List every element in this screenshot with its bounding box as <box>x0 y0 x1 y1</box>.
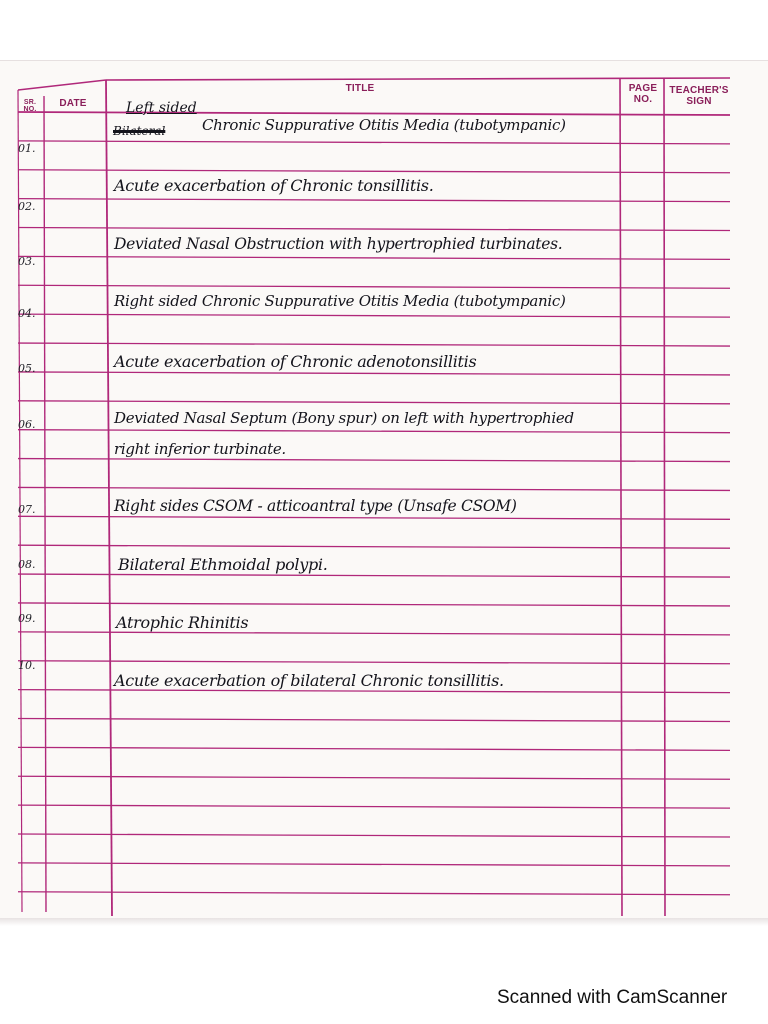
ruled-line <box>18 834 730 837</box>
ruled-line <box>18 314 730 317</box>
ruled-line <box>18 632 730 635</box>
entry-number: 10. <box>18 659 36 672</box>
ruled-line <box>18 141 730 144</box>
date-column-rule <box>44 96 46 912</box>
ruled-line <box>18 718 730 721</box>
entry-title: Deviated Nasal Obstruction with hypertrophied turbinates. <box>114 235 563 253</box>
ruled-line <box>18 487 730 490</box>
entry-title: Bilateral Ethmoidal polypi. <box>118 555 328 574</box>
ruled-line <box>18 285 730 288</box>
ruled-line <box>18 603 730 606</box>
ruled-line <box>18 863 730 866</box>
ruled-line <box>18 170 730 173</box>
scanner-watermark: Scanned with CamScanner <box>497 987 728 1008</box>
ruled-line <box>18 343 730 346</box>
entry-number: 04. <box>18 307 36 320</box>
entry-title-continued: right inferior turbinate. <box>114 440 286 458</box>
ruled-line <box>18 199 730 202</box>
entry-number: 05. <box>18 362 36 375</box>
ruled-line <box>18 228 730 231</box>
page-edge-shadow <box>0 918 768 926</box>
ruled-line <box>18 776 730 779</box>
header-top-rule <box>18 80 106 90</box>
entry-number: 02. <box>18 200 36 213</box>
teachers-sign-header: TEACHER'S SIGN <box>669 85 729 107</box>
ruled-line <box>18 401 730 404</box>
ruled-line <box>18 574 730 577</box>
entry-number: 08. <box>18 558 36 571</box>
struck-out-word: Bilateral <box>113 124 166 138</box>
ruled-line <box>18 892 730 895</box>
entry-title: Atrophic Rhinitis <box>116 613 249 632</box>
left-margin-rule <box>18 90 22 912</box>
entry-title: Right sided Chronic Suppurative Otitis Media (tubotympanic) <box>114 292 566 310</box>
entry-number: 01. <box>18 142 36 155</box>
page-column-rule <box>620 78 622 916</box>
entry-number: 03. <box>18 255 36 268</box>
ruled-line <box>18 747 730 750</box>
entry-number: 06. <box>18 418 36 431</box>
entry-title: Deviated Nasal Septum (Bony spur) on left with hypertrophied <box>114 409 574 427</box>
ruled-line <box>18 690 730 693</box>
ruled-line <box>18 112 730 115</box>
ruled-line <box>18 372 730 375</box>
title-column-rule <box>106 80 112 916</box>
ruled-line <box>18 516 730 519</box>
entry-number: 07. <box>18 503 36 516</box>
title-header: TITLE <box>345 83 375 94</box>
entry-title: Acute exacerbation of bilateral Chronic tonsillitis. <box>114 671 504 690</box>
entry-title: Right sides CSOM - atticoantral type (Unsafe CSOM) <box>114 497 517 515</box>
entry-number: 09. <box>18 612 36 625</box>
entry-title: Acute exacerbation of Chronic adenotonsillitis <box>114 352 477 371</box>
entry-title: Acute exacerbation of Chronic tonsillitis. <box>114 176 434 195</box>
header-top-rule <box>106 78 730 80</box>
ruled-line <box>18 805 730 808</box>
ruled-line <box>18 430 730 433</box>
inserted-correction: Left sided <box>126 100 197 116</box>
page-no-header: PAGE NO. <box>628 83 658 105</box>
ruled-line <box>18 256 730 259</box>
date-header: DATE <box>59 98 87 109</box>
ruled-line <box>18 545 730 548</box>
entry-title: Chronic Suppurative Otitis Media (tubotympanic) <box>202 116 566 134</box>
sr-no-header: SR. NO. <box>23 99 37 113</box>
sign-column-rule <box>664 78 665 916</box>
ruled-line <box>18 459 730 462</box>
ruled-line <box>18 661 730 664</box>
